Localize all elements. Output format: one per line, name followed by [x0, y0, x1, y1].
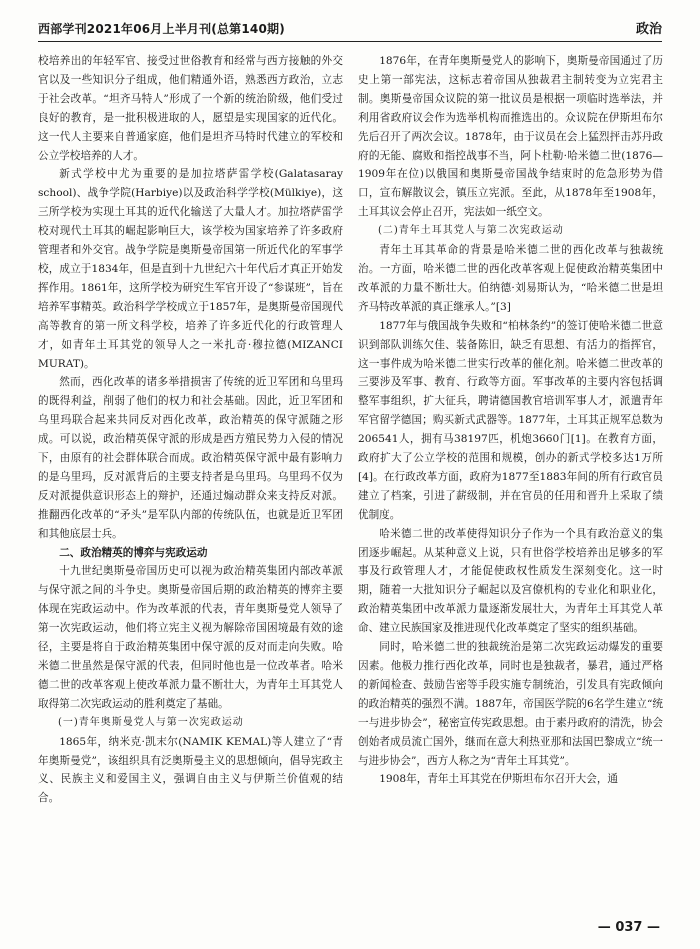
paragraph: 哈米德二世的改革使得知识分子作为一个具有政治意义的集团逐步崛起。从某种意义上说，只有世俗学校培养出足够多的军事及行政管理人才，才能促使政权性质发生深刻变化。这一时期，随着一大批知识分子崛起以及宫僚机构的专业化和职业化，政治精英集团中改革派力量逐渐发展壮大，为青年土耳其党人革命、建立民族国家及推进现代化改革奠定了坚实的组织基础。	[358, 527, 663, 635]
page-number: — 037 —	[597, 920, 660, 935]
right-column	[358, 52, 663, 789]
page-header	[38, 12, 662, 42]
paragraph: 1877年与俄国战争失败和“柏林条约”的签订使哈米德二世意识到部队训练欠佳、装备陈旧，缺乏有思想、有活力的指挥官，这一事件成为哈米德二世实行改革的催化剂。哈米德二世改革的三要涉及军事、教育、行政等方面。军事改革的主要内容包括调整军事组织，扩大征兵，聘请德国教官培训军事人才，派遣青年军官留学德国；购买新式武器等。1877年，土耳其正规军总数为206541人，拥有马38197匹，机炮3660门[1]。在教育方面，政府扩大了公立学校的范围和规模，创办的新式学校多达1万所[4]。在行政改革方面，政府为1877至1883年间的所有行政官员建立了档案，引进了薪级制，并在官员的任用和晋升上采取了绩优制度。	[358, 319, 663, 521]
paragraph: 青年土耳其革命的背景是哈米德二世的西化改革与独裁统治。一方面，哈米德二世的西化改革客观上促使政治精英集团中改革派的力量不断壮大。伯纳德·刘易斯认为，“哈米德二世是坦齐马特改革派的真正继承人。”[3]	[358, 244, 663, 313]
paragraph: 校培养出的年轻军官、接受过世俗教育和经常与西方接触的外交官以及一些知识分子组成，他们精通外语，熟悉西方政治，立志于社会改革。“坦齐马特人”形成了一个新的统治阶级，他们受过良好的教育，是一批积极进取的人，愿望是实现国家的近代化。这一代人主要来自普通家庭，他们是坦齐马特时代建立的军校和公立学校培养的人才。	[38, 55, 343, 162]
paragraph: 1908年，青年土耳其党在伊斯坦布尔召开大会，通	[379, 773, 619, 786]
section-heading: (一)青年奥斯曼党人与第一次宪政运动	[58, 716, 244, 728]
paragraph: 同时，哈米德二世的独裁统治是第二次宪政运动爆发的重要因素。他极力推行西化改革，同时也是独裁者，暴君，通过严格的新闻检查、鼓励告密等手段实施专制统治，引发具有宪政倾向的政治精英的强烈不满。1887年，帝国医学院的6名学生建立“统一与进步协会”，秘密宣传宪政思想。由于素丹政府的清洗，协会创始者成员流亡国外，继而在意大利热亚那和法国巴黎成立“统一与进步协会”，西方人称之为“青年土耳其党”。	[358, 641, 663, 767]
paragraph: 十九世纪奥斯曼帝国历史可以视为政治精英集团内部改革派与保守派之间的斗争史。奥斯曼帝国后期的政治精英的博弈主要体现在宪政运动中。作为改革派的代表，青年奥斯曼党人领导了第一次宪政运动，他们将立宪主义视为解除帝国困境最有效的途径，主要是将自于政治精英集团中保守派的反对而走向失败。哈米德二世虽然是保守派的代表，但同时他也是一位改革者。哈米德二世的改革客观上使改革派力量不断壮大，为青年土耳其党人取得第二次宪政运动的胜利奠定了基础。	[38, 565, 343, 710]
journal-title: 西部学刊2021年06月上半月刊(总第140期)	[38, 22, 285, 36]
paragraph: 1865年，纳米克·凯末尔(NAMIK KEMAL)等人建立了“青年奥斯曼党”，该组织具有泛奥斯曼主义的思想倾向，倡导宪政主义、民族主义和爱国主义，强调自由主义与伊斯兰价值观的结合。	[38, 735, 343, 805]
section-label: 政治	[635, 22, 662, 37]
paragraph: 新式学校中尤为重要的是加拉塔萨雷学校(Galatasaray school)、战争学院(Harbiye)以及政治科学学校(Mülkiye)，这三所学校为实现土耳其的近代化输送了大量人才。加拉塔萨雷学校对现代土耳其的崛起影响巨大，该学校为国家培养了许多政府管理者和外交官。战争学院是奥斯曼帝国第一所近代化的军事学校，成立于1834年，但是直到十九世纪六十年代后才真正开始发挥作用。1861年，这所学校为研究生军官开设了“参谋班”，旨在培养军事精英。政治科学学校成立于1857年，是奥斯曼帝国现代高等教育的第一所文科学校，培养了许多近代化的行政管理人才，如青年土耳其党的领导人之一米扎奇·穆拉德(MIZANCI MURAT)。	[38, 168, 343, 370]
paragraph: 然而，西化改革的诸多举措损害了传统的近卫军团和乌里玛的既得利益，削弱了他们的权力和社会基础。因此，近卫军团和乌里玛联合起来共同反对西化改革，政治精英的保守派随之形成。可以说，政治精英保守派的形成是西方殖民势力入侵的情况下，由原有的社会群体联合而成。政治精英保守派中最有影响力的是乌里玛，反对派背后的主要支持者是乌里玛。乌里玛不仅为反对派提供意识形态上的辩护，还通过煽动群众来支持反对派。推翻西化改革的“矛头”是军队内部的传统队伍，也就是近卫军团和其他底层士兵。	[38, 376, 343, 540]
paragraph: 1876年，在青年奥斯曼党人的影响下，奥斯曼帝国通过了历史上第一部宪法，这标志着帝国从独裁君主制转变为立宪君主制。奥斯曼帝国众议院的第一批议员是根据一项临时选举法，并利用省政府议会作为选举机构而推选出的。众议院在伊斯坦布尔先后召开了两次会议。1878年，由于议员在会上猛烈抨击苏丹政府的无能、腐败和指控战事不当，阿卜杜勒·哈米德二世(1876—1909年在位)以俄国和奥斯曼帝国战争结束时的危急形势为借口，宣布解散议会，镇压立宪派。至此，从1878年至1908年，土耳其议会停止召开，宪法如一纸空文。	[358, 55, 663, 219]
section-heading: (二)青年土耳其党人与第二次宪政运动	[378, 225, 564, 237]
left-column	[38, 52, 343, 808]
section-heading: 二、政治精英的博弈与宪政运动	[59, 546, 208, 559]
